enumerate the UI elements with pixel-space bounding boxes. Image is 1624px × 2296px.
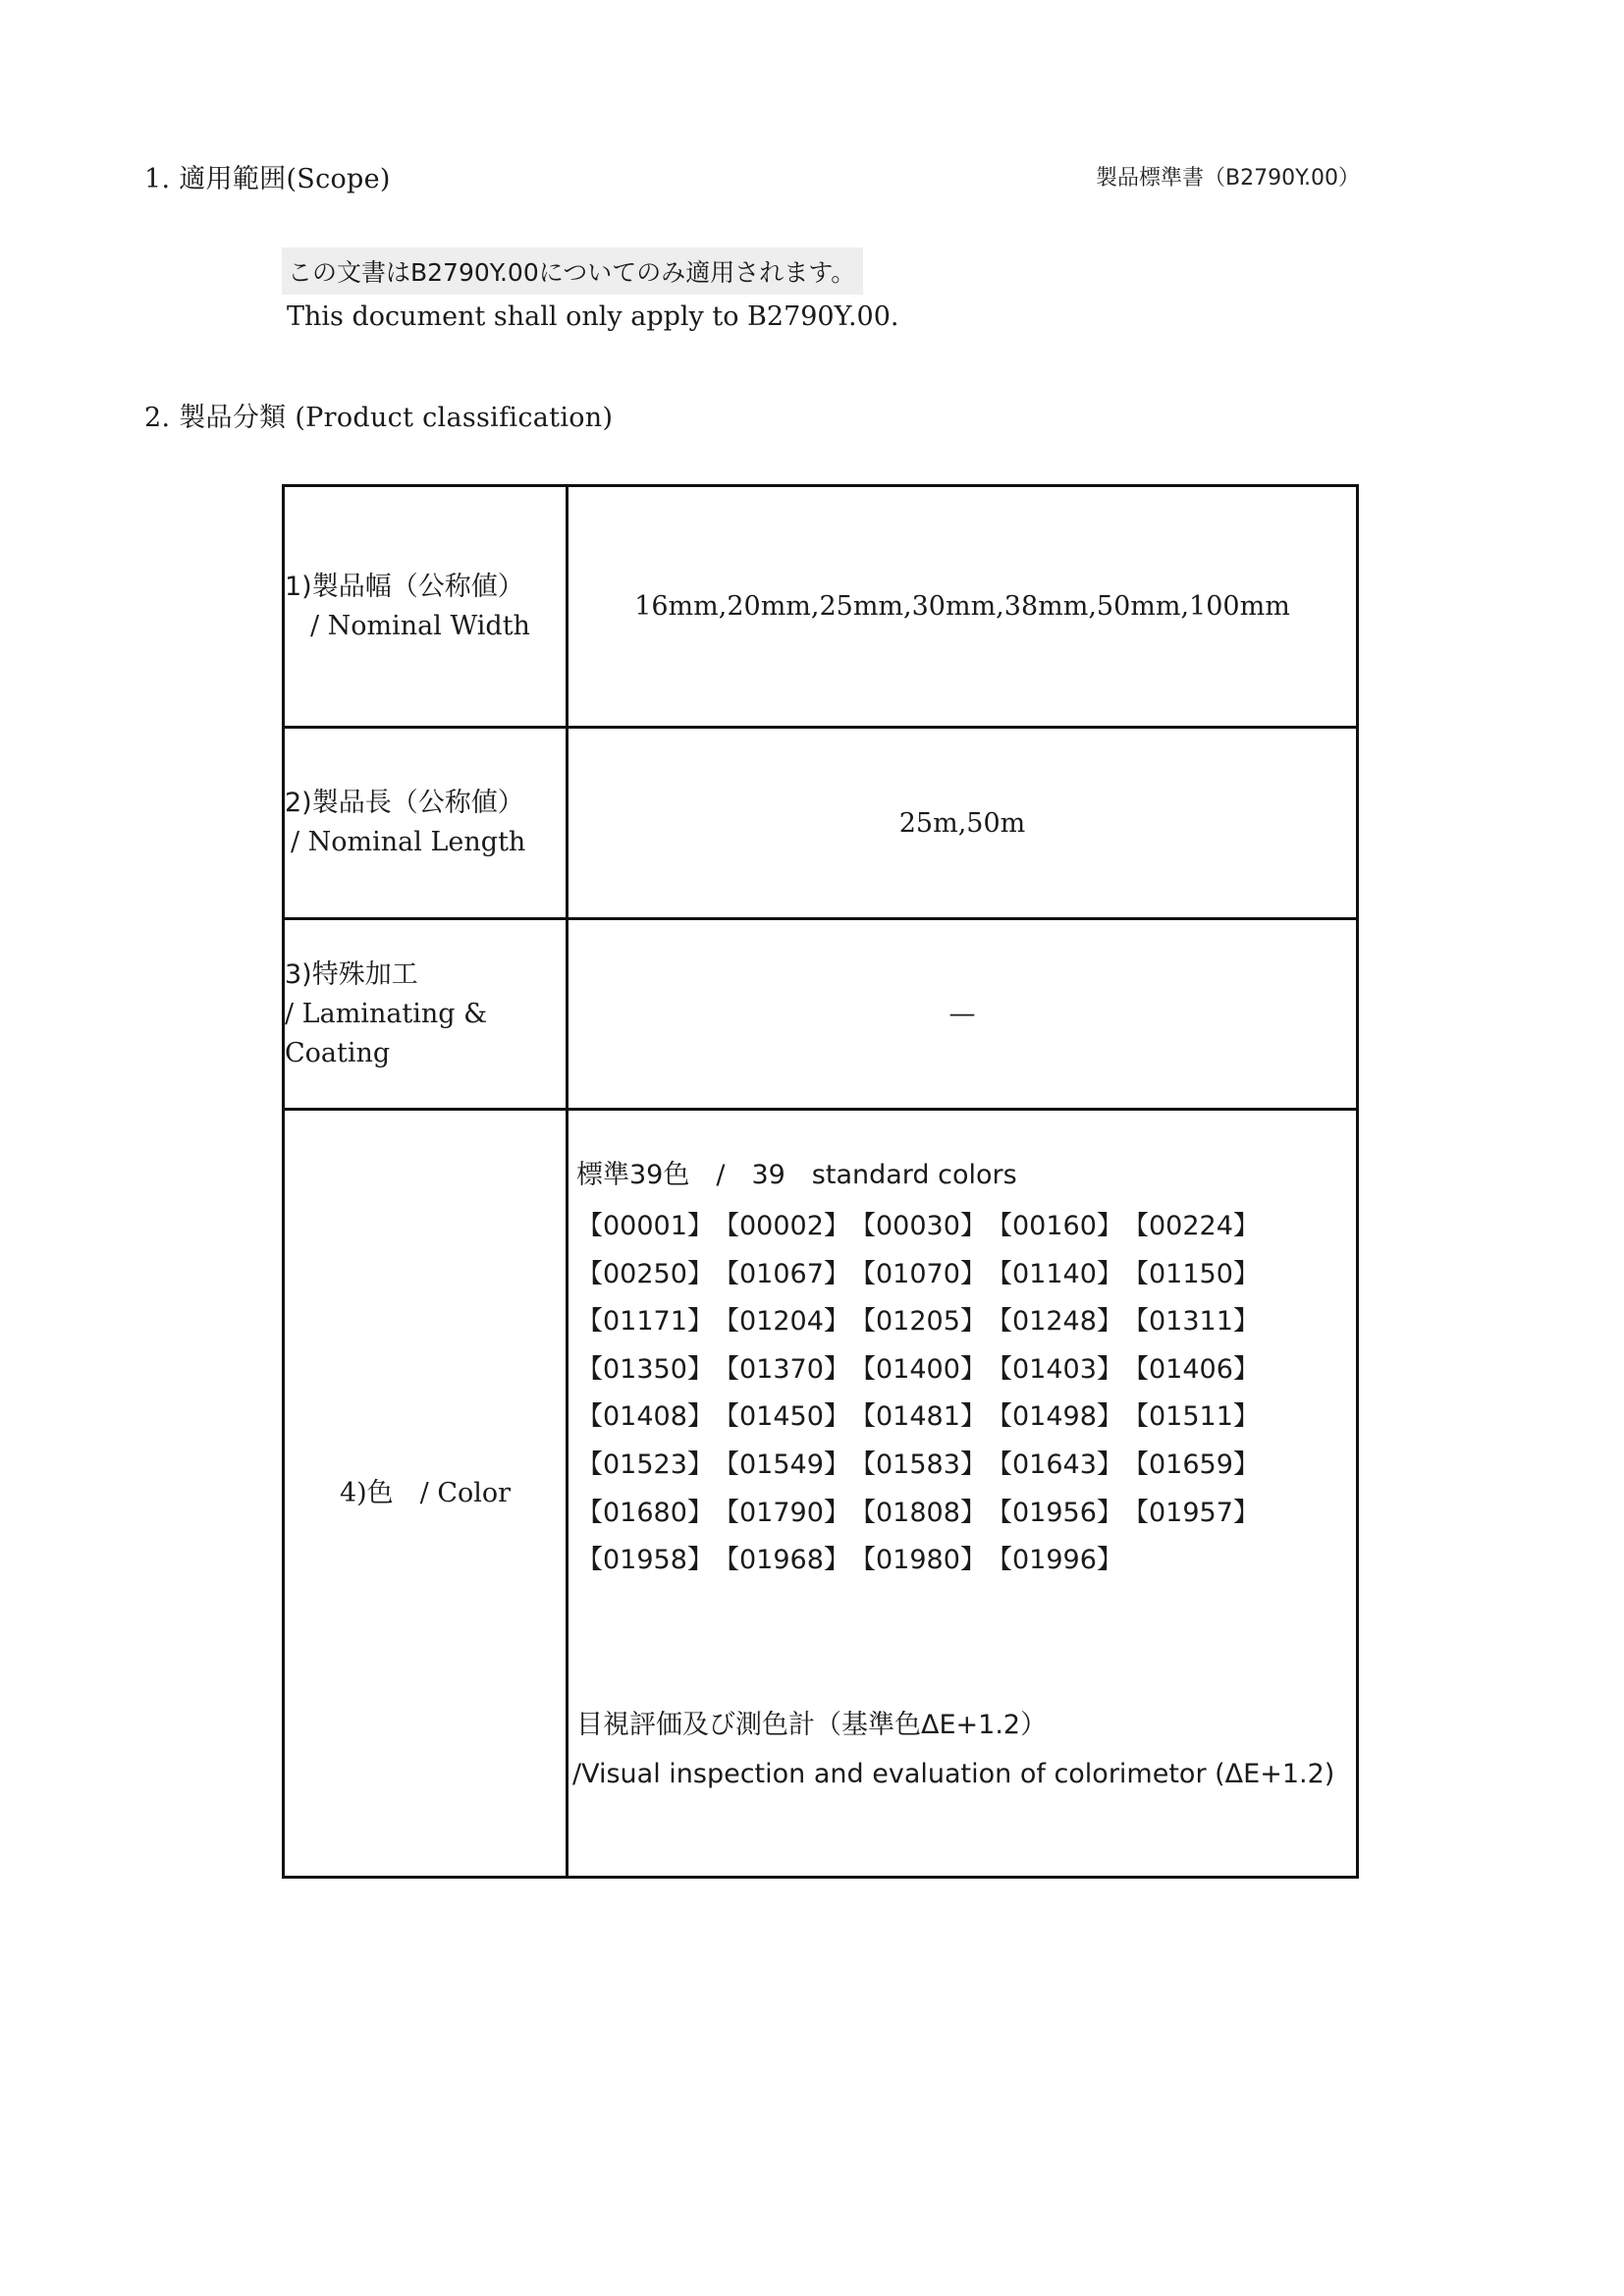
nominal-width-label-jp: 1)製品幅（公称値） bbox=[285, 571, 524, 602]
color-code: 【01968】 bbox=[713, 1545, 850, 1576]
color-label bbox=[284, 1110, 568, 1878]
color-code: 【01350】 bbox=[576, 1353, 714, 1385]
table-row-color bbox=[284, 1110, 1358, 1878]
color-code: 【01511】 bbox=[1122, 1401, 1260, 1433]
color-code: 【01248】 bbox=[986, 1306, 1123, 1338]
color-code: 【01498】 bbox=[986, 1401, 1123, 1433]
color-code: 【01140】 bbox=[986, 1258, 1123, 1289]
color-code: 【01659】 bbox=[1122, 1449, 1260, 1480]
color-code: 【01408】 bbox=[576, 1401, 714, 1433]
table-row-laminating bbox=[284, 919, 1358, 1110]
standard-colors-title: 標準39色 / 39 standard colors bbox=[576, 1160, 1017, 1190]
color-code: 【01400】 bbox=[849, 1353, 987, 1385]
laminating-value: — bbox=[568, 919, 1358, 1110]
color-code: 【01403】 bbox=[986, 1353, 1123, 1385]
inspection-jp: 目視評価及び測色計（基準色ΔE+1.2） bbox=[576, 1709, 1048, 1740]
color-code: 【01957】 bbox=[1122, 1497, 1260, 1528]
scope-text-jp: この文書はB2790Y.00についてのみ適用されます。 bbox=[282, 247, 863, 295]
table-row-length bbox=[284, 728, 1358, 919]
product-classification-table bbox=[282, 484, 1359, 1879]
color-code: 【01980】 bbox=[849, 1545, 987, 1576]
nominal-width-value: 16mm,20mm,25mm,30mm,38mm,50mm,100mm bbox=[568, 486, 1358, 728]
nominal-length-label-en: / Nominal Length bbox=[291, 827, 526, 857]
color-code: 【00002】 bbox=[713, 1211, 850, 1241]
color-code: 【01406】 bbox=[1122, 1353, 1260, 1385]
color-value bbox=[568, 1110, 1358, 1878]
color-code: 【00250】 bbox=[576, 1258, 714, 1289]
color-code: 【01450】 bbox=[713, 1401, 850, 1433]
laminating-label-en-1: / Laminating & bbox=[285, 998, 488, 1029]
section1-title: 1. 適用範囲(Scope) bbox=[144, 164, 391, 194]
table-row-width bbox=[284, 486, 1358, 728]
color-code: 【01370】 bbox=[713, 1353, 850, 1385]
color-code: 【01067】 bbox=[713, 1258, 850, 1289]
color-label-text: 4)色 / Color bbox=[339, 1477, 512, 1508]
color-code: 【01680】 bbox=[576, 1497, 714, 1528]
color-code: 【01171】 bbox=[576, 1306, 714, 1338]
color-code: 【00030】 bbox=[849, 1211, 987, 1241]
document-reference: 製品標準書（B2790Y.00） bbox=[1096, 166, 1361, 191]
nominal-length-value: 25m,50m bbox=[568, 728, 1358, 919]
laminating-label bbox=[284, 919, 568, 1110]
color-code: 【01311】 bbox=[1122, 1306, 1260, 1338]
inspection-en: /Visual inspection and evaluation of colorimetor (ΔE+1.2) bbox=[572, 1758, 1335, 1789]
laminating-label-en-2: Coating bbox=[285, 1037, 391, 1068]
color-code: 【00224】 bbox=[1122, 1211, 1260, 1241]
color-code: 【01956】 bbox=[986, 1497, 1123, 1528]
color-code: 【01583】 bbox=[849, 1449, 987, 1480]
nominal-length-label-jp: 2)製品長（公称値） bbox=[285, 788, 524, 818]
nominal-length-label bbox=[284, 728, 568, 919]
color-code: 【01205】 bbox=[849, 1306, 987, 1338]
color-code: 【01204】 bbox=[713, 1306, 850, 1338]
color-code: 【00160】 bbox=[986, 1211, 1123, 1241]
scope-text-en: This document shall only apply to B2790Y.00. bbox=[287, 301, 899, 332]
color-code: 【00001】 bbox=[576, 1211, 714, 1241]
section2-title: 2. 製品分類 (Product classification) bbox=[144, 403, 614, 433]
color-code: 【01958】 bbox=[576, 1545, 714, 1576]
nominal-width-label bbox=[284, 486, 568, 728]
color-code: 【01549】 bbox=[713, 1449, 850, 1480]
color-code: 【01808】 bbox=[849, 1497, 987, 1528]
nominal-width-label-en: / Nominal Width bbox=[310, 610, 530, 641]
laminating-label-jp: 3)特殊加工 bbox=[285, 958, 418, 990]
color-code: 【01643】 bbox=[986, 1449, 1123, 1480]
color-code: 【01150】 bbox=[1122, 1258, 1260, 1289]
color-code: 【01790】 bbox=[713, 1497, 850, 1528]
color-code: 【01523】 bbox=[576, 1449, 714, 1480]
color-code: 【01996】 bbox=[986, 1545, 1123, 1576]
color-code-grid bbox=[576, 1203, 1356, 1585]
color-code: 【01070】 bbox=[849, 1258, 987, 1289]
color-code: 【01481】 bbox=[849, 1401, 987, 1433]
